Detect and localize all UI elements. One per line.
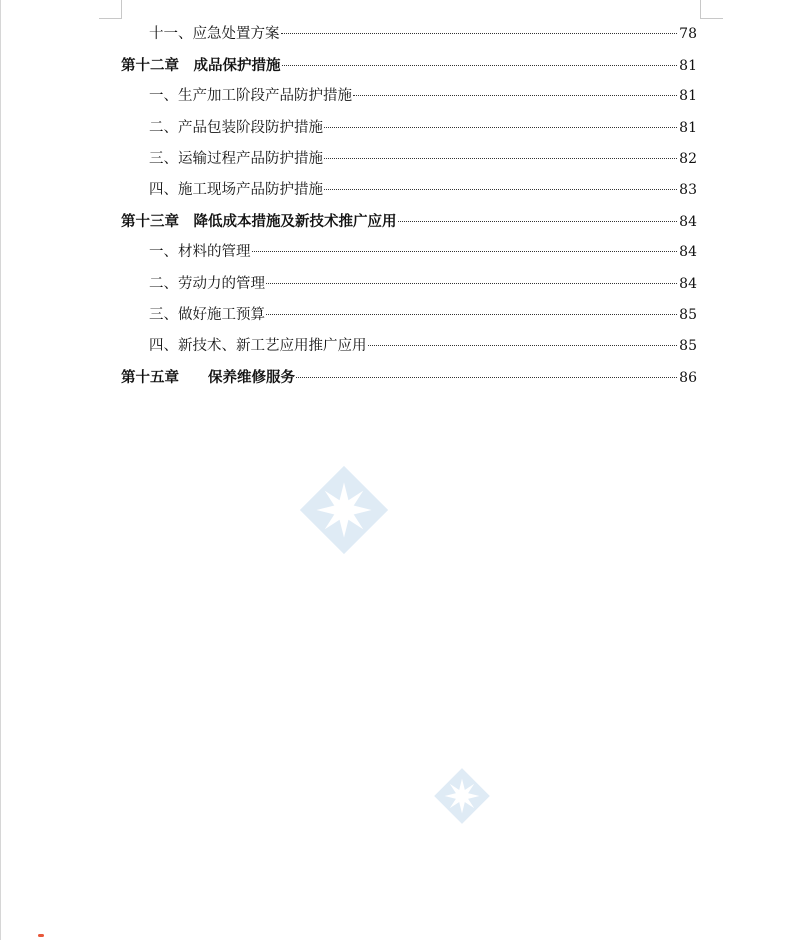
toc-entry[interactable]: [121, 81, 697, 112]
toc-entry-title: 二、劳动力的管理: [149, 275, 265, 292]
toc-dot-leader: [353, 95, 677, 96]
toc-entry-title: 三、运输过程产品防护措施: [149, 150, 323, 167]
toc-chapter-entry[interactable]: [121, 206, 697, 237]
toc-entry-page: 81: [679, 88, 697, 105]
toc-entry-title: 四、新技术、新工艺应用推广应用: [149, 337, 367, 354]
snowflake-watermark-icon: [298, 464, 390, 556]
toc-entry[interactable]: [121, 237, 697, 268]
toc-entry-title: 第十五章 保养维修服务: [121, 369, 295, 387]
toc-dot-leader: [368, 345, 678, 346]
toc-dot-leader: [398, 221, 678, 222]
toc-dot-leader: [266, 314, 677, 315]
toc-entry-page: 81: [679, 119, 697, 136]
toc-entry-page: 84: [679, 275, 697, 292]
toc-entry[interactable]: [121, 144, 697, 175]
toc-entry-title: 三、做好施工预算: [149, 306, 265, 323]
toc-entry[interactable]: [121, 175, 697, 206]
toc-entry-page: 84: [679, 244, 697, 261]
toc-entry[interactable]: [121, 331, 697, 362]
toc-entry-page: 78: [679, 26, 697, 42]
page-corner-mark-right: [700, 0, 723, 19]
margin-mark: [38, 934, 44, 937]
toc-entry-title: 四、施工现场产品防护措施: [149, 181, 323, 198]
toc-dot-leader: [324, 158, 677, 159]
toc-chapter-entry[interactable]: [121, 50, 697, 81]
table-of-contents: [121, 19, 697, 393]
toc-dot-leader: [252, 251, 678, 252]
toc-dot-leader: [281, 33, 678, 34]
toc-chapter-entry[interactable]: [121, 362, 697, 393]
toc-entry-title: 第十二章 成品保护措施: [121, 57, 281, 75]
toc-dot-leader: [324, 189, 677, 190]
toc-entry-title: 二、产品包装阶段防护措施: [149, 119, 323, 136]
page-left-edge: [0, 0, 1, 940]
snowflake-watermark-icon: [433, 767, 491, 825]
toc-entry[interactable]: [121, 300, 697, 331]
toc-entry[interactable]: [121, 19, 697, 50]
toc-entry-page: 83: [679, 181, 697, 198]
toc-entry-title: 一、生产加工阶段产品防护措施: [149, 88, 352, 105]
toc-entry-page: 82: [679, 150, 697, 167]
toc-entry[interactable]: [121, 113, 697, 144]
toc-dot-leader: [296, 377, 677, 378]
toc-entry-page: 84: [679, 214, 697, 231]
toc-dot-leader: [266, 283, 677, 284]
toc-entry-page: 81: [679, 58, 697, 75]
toc-entry-page: 85: [679, 306, 697, 323]
toc-entry-page: 85: [679, 337, 697, 354]
toc-entry-page: 86: [679, 370, 697, 387]
toc-entry-title: 第十三章 降低成本措施及新技术推广应用: [121, 213, 397, 231]
toc-dot-leader: [324, 127, 677, 128]
page-corner-mark-left: [99, 0, 122, 19]
toc-entry[interactable]: [121, 269, 697, 300]
toc-dot-leader: [282, 65, 678, 66]
toc-entry-title: 一、材料的管理: [149, 244, 251, 261]
toc-entry-title: 十一、应急处置方案: [149, 26, 280, 42]
